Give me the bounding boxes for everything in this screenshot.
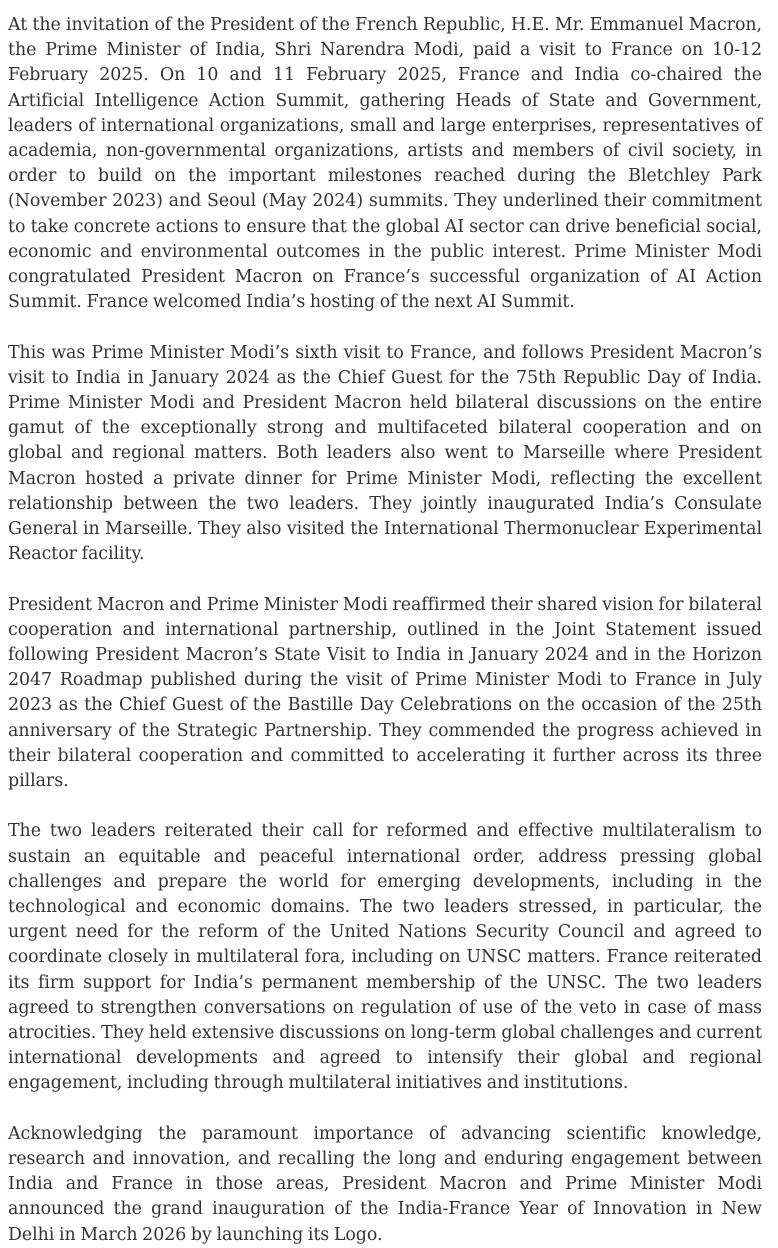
paragraph-multilateralism: The two leaders reiterated their call for reformed and effective multilateralism to sustain an equitable and peaceful international order, address pressing global challenges and prepare the world for emerging developments, including in the technological and economic domains. The two leaders stressed, in particular, the urgent need for the reform of the United Nations Security Council and agreed to coordinate closely in multilateral fora, including on UNSC matters. France reiterated its firm support for India’s permanent membership of the UNSC. The two leaders agreed to strengthen conversations on regulation of use of the veto in case of mass atrocities. They held extensive discussions on long-term global challenges and current international developments and agreed to intensify their global and regional engagement, including through multilateral initiatives and institutions. bbox=[8, 821, 762, 1094]
paragraph-sixth-visit: This was Prime Minister Modi’s sixth visit to France, and follows President Macron’s visit to India in January 2024 as the Chief Guest for the 75th Republic Day of India. Prime Minister Modi and President Macron held bilateral discussions on the entire gamut of the exceptionally strong and multifaceted bilateral cooperation and on global and regional matters. Both leaders also went to Marseille where President Macron hosted a private dinner for Prime Minister Modi, reflecting the excellent relationship between the two leaders. They jointly inaugurated India’s Consulate General in Marseille. They also visited the International Thermonuclear Experimental Reactor facility. bbox=[8, 342, 762, 565]
paragraph-year-of-innovation: Acknowledging the paramount importance of advancing scientific knowledge, research and innovation, and recalling the long and enduring engagement between India and France in those areas, President Macron and Prime Minister Modi announced the grand inauguration of the India-France Year of Innovation in New Delhi in March 2026 by launching its Logo. bbox=[8, 1123, 762, 1245]
paragraph-shared-vision: President Macron and Prime Minister Modi reaffirmed their shared vision for bilateral cooperation and international partnership, outlined in the Joint Statement issued following President Macron’s State Visit to India in January 2024 and in the Horizon 2047 Roadmap published during the visit of Prime Minister Modi to France in July 2023 as the Chief Guest of the Bastille Day Celebrations on the occasion of the 25th anniversary of the Strategic Partnership. They commended the progress achieved in their bilateral cooperation and committed to accelerating it further across its three pillars. bbox=[8, 594, 762, 792]
paragraph-ai-summit: At the invitation of the President of the French Republic, H.E. Mr. Emmanuel Macron, the Prime Minister of India, Shri Narendra Modi, paid a visit to France on 10-12 February 2025. On 10 and 11 February 2025, France and India co-chaired the Artificial Intelligence Action Summit, gathering Heads of State and Government, leaders of international organizations, small and large enterprises, representatives of academia, non-governmental organizations, artists and members of civil society, in order to build on the important milestones reached during the Bletchley Park (November 2023) and Seoul (May 2024) summits. They underlined their commitment to take concrete actions to ensure that the global AI sector can drive beneficial social, economic and environmental outcomes in the public interest. Prime Minister Modi congratulated President Macron on France’s successful organization of AI Action Summit. France welcomed India’s hosting of the next AI Summit. bbox=[8, 15, 762, 313]
